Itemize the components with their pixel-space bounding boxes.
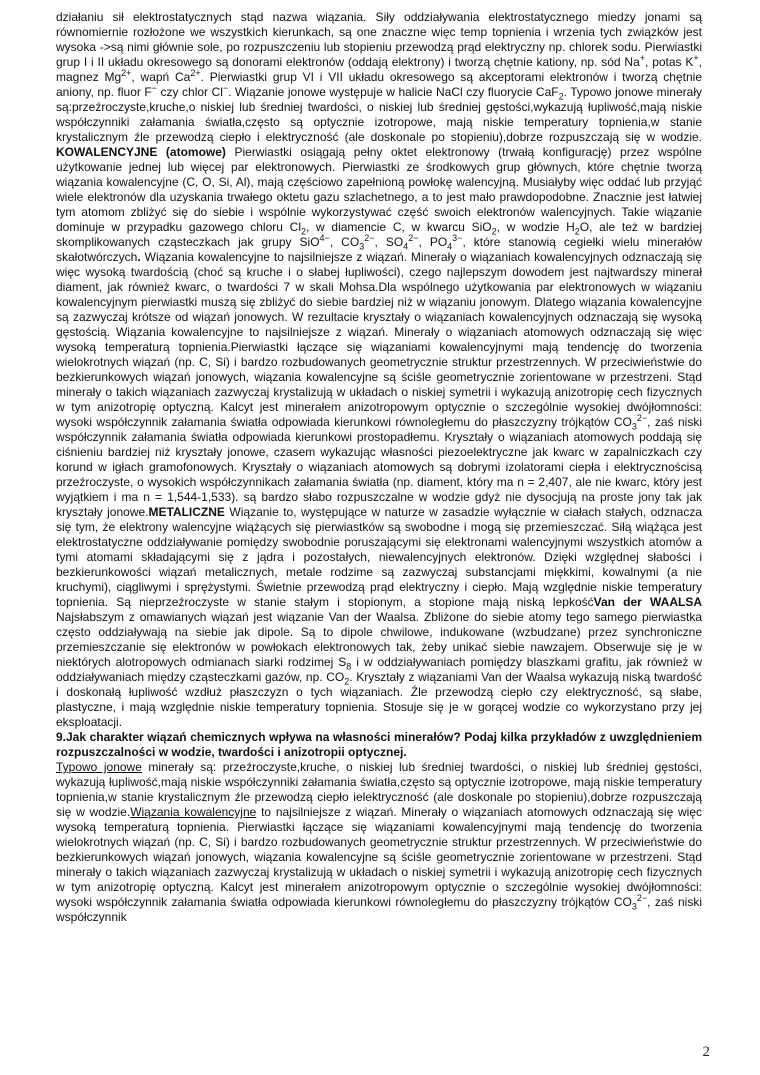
subscript: 2 [344,676,350,687]
heading-kowalencyjne: KOWALENCYJNE (atomowe) [56,145,226,159]
text-run: , magnez Mg [56,55,702,84]
superscript: 2− [636,413,648,423]
subscript: 2 [574,226,580,237]
underlined-term: Typowo jonowe [56,760,142,774]
paragraph-answer [56,760,702,925]
subscript: 2 [300,226,306,237]
text-run: . Pierwiastki grup VI i VII układu okresowego są akceptorami elektronów i tworzą chętnie aniony, np. fluor F [56,70,703,99]
superscript: 2− [364,233,375,243]
subscript: 8 [346,661,352,672]
text-run: . Typowo jonowe minerały są:przeźroczyste,kruche,o niskiej lub średniej twardości, o niskiej lub średniej gęstości,wykazują łupliwość,mają niskie współczynniki załamania światła,często są optycznie izotropowe, mają niskie temperatury topnienia,w stanie krystalicznym źle przewodzą ciepło i elektryczność (ale doskonale po stopieniu),dobrze rozpuszczają się w wodzie. [56,85,702,144]
text-run: , PO [418,235,448,249]
paragraph-bond-types [56,10,702,730]
subscript: 3 [631,901,637,912]
subscript: 2 [558,91,564,102]
text-run: , potas K [645,55,694,69]
text-run: . Kryształy z wiązaniami Van der Waalsa wykazują niską twardość i doskonałą łupliwość wzdłuż płaszczyzn o tych wiązaniach. Źle przewodzą ciepło czy elektryczność, są słabe, plastyczne, i mają względnie niskie temperatury topnienia. Stosuje się je w gorącej wodzie co wykorzystano przy jej eksploatacji. [56,670,702,729]
superscript: + [693,53,699,63]
text-run: działaniu sił elektrostatycznych stąd nazwa wiązania. Siły oddziaływania elektrostatycznego miedzy jonami są równomiernie rozłożone we wszystkich kierunkach, są one znaczne więc temp topnienia i wrzenia tych związków jest wysoka ->są nimi głównie sole, po rozpuszczeniu lub stopieniu przewodzą prąd elektryczny np. chlorek sodu. Pierwiastki grup I i II układu okresowego są donorami elektronów (oddają elektrony) i tworzą chętnie kationy, np. sód Na [56,10,702,69]
subscript: 2 [491,226,497,237]
text-run: O, ale też w bardziej skomplikowanych cząsteczkach jak grupy SiO [56,220,702,249]
superscript: 2+ [190,68,201,78]
text-run: . Wiązanie jonowe występuje w halicie NaCl czy fluorycie CaF [228,85,559,99]
text-run: Najsłabszym z omawianych wiązań jest wiązanie Van der Waalsa. Zbliżone do siebie atomy tego samego pierwiastka często oddziaływają na siebie jak dipole. Są to dipole chwilowe, indukowane (wzbudzane) przez synchroniczne przemieszczanie się elektronów w powłokach elektronowych tak, żeby unikać siebie nawzajem. Obserwuje się je w niektórych alotropowych odmianach siarki rodzimej S [56,610,702,669]
subscript: 3 [631,421,637,432]
superscript: 3− [452,233,463,243]
text-run: . [137,250,141,264]
superscript: 2+ [121,68,132,78]
text-run: , które stanowią cegiełki wielu minerałów skałotwórczych [56,235,703,264]
superscript: + [639,53,646,63]
text-run: minerały są: przeźroczyste,kruche, o niskiej lub średniej twardości, o niskiej lub średniej gęstości, wykazują łupliwość,mają niskie współczynniki załamania światła,często są optycznie izotropowe, mają niskie temperatury topnienia,w stanie krystalicznym źle przewodzą ciepło ielektryczność (ale doskonale po stopieniu),dobrze rozpuszczają się w wodzie. [56,760,702,819]
subscript: 3 [359,241,365,252]
text-run: Wiązania kowalencyjne to najsilniejsze z wiązań. Minerały o wiązaniach kowalencyjnych odznaczają się więc wysoką twardością (choć są kruche i o słabej łupliwości), czego najlepszym dowodem jest najtwardszy minerał diament, jak również kwarc, o twardości 7 w skali Mohsa.Dla wspólnego użytkowania par elektronowych w wiązaniu kowalencyjnym pierwiastki muszą się zbliżyć do siebie bardziej niż w wiązaniu jonowym. Dlatego wiązania kowalencyjne są zazwyczaj krótsze od wiązań jonowych. W rezultacie kryształy o wiązaniach kowalencyjnych odznaczają się wysoką gęstością. Wiązania kowalencyjne to najsilniejsze z wiązań. Minerały o wiązaniach atomowych odznaczają się więc wysoką temperaturą topnienia.Pierwiastki łączące się wiązaniami kowalencyjnymi mają tendencję do tworzenia wielokrotnych wiązań (np. C, Si) i bardzo rozbudowanych geometrycznie struktur przestrzennych. W przeciwieństwie do bezkierunkowych wiązań jonowych, wiązania kowalencyjne są ściśle geometrycznie zorientowane w przestrzeni. Stąd minerały o takich wiązaniach zazwyczaj krystalizują w układach o niskiej symetrii i wykazują anizotropię cech fizycznych w tym anizotropię optyczną. Kalcyt jest minerałem anizotropowym optycznie o szczególnie wysokiej dwójłomności: wysoki współczynnik załamania światła odpowiada kierunkowi równoległemu do płaszczyzny trójkątów CO [56,250,702,429]
text-run: , wapń Ca [131,70,191,84]
text-run: , w diamencie C, w kwarcu SiO [306,220,492,234]
superscript: − [151,83,157,93]
heading-metaliczne: METALICZNE [148,505,225,519]
underlined-term: Wiązania kowalencyjne [130,805,257,819]
page-content [56,10,702,925]
superscript: − [222,83,229,93]
text-run: , CO [329,235,360,249]
text-run: i w oddziaływaniach pomiędzy blaszkami grafitu, jak również w oddziaływaniach między cząsteczkami gazów, np. CO [56,655,703,684]
text-run: , SO [374,235,404,249]
text-run: , zaś niski współczynnik załamania światła odpowiada kierunkowi prostopadłemu. Kryształy o wiązaniach atomowych poddają się ciśnieniu bardziej niż kryształy jonowe, czasem wykazując własności piezoelektryczne jak kwarc w zapalniczkach czy korund w igłach gramofonowych. Kryształy o wiązaniach atomowych są dobrymi izolatorami ciepła i elektrycznościsą przeźroczyste, o wysokich współczynnikach załamania światła (np. diament, który ma n = 2,407, ale nie kwarc, który jest wyjątkiem i ma n = 1,544-1,533). są bardzo słabo rozpuszczalne w wodzie gdyż nie dysocjują na proste jony tak jak kryształy jonowe. [56,415,702,519]
subscript: 4 [447,241,453,252]
page-number: 2 [702,1044,710,1060]
text-run: Wiązanie to, występujące w naturze w zasadzie wyłącznie w ciałach stałych, odznacza się tym, że elektrony walencyjne wiążących się pierwiastków są swobodne i mogą się przemieszczać. Siłą wiążąca jest elektrostatyczne oddziaływanie pomiędzy swobodnie poruszającymi się elektronami walencyjnymi wszystkich atomów a tymi atomami składającymi się z jądra i pozostałych, niewalencyjnych elektronów. Dzięki względnej słabości i bezkierunkowości wiązań metalicznych, metale rodzime są zazwyczaj substancjami miękkimi, kowalnymi (a nie kruchymi), ciągliwymi i sprężystymi. Świetnie przewodzą prąd elektryczny i ciepło. Mają względnie niskie temperatury topnienia. Są nieprzeźroczyste w stanie stałym i stopionym, a stopione mają niską lepkość [56,505,702,609]
text-run: to najsilniejsze z wiązań. Minerały o wiązaniach atomowych odznaczają się więc wysoką temperaturą topnienia. Pierwiastki łączące się wiązaniami kowalencyjnymi mają tendencję do tworzenia wielokrotnych wiązań (np. C, Si) i bardzo rozbudowanych geometrycznie struktur przestrzennych. W przeciwieństwie do bezkierunkowych wiązań jonowych, wiązania kowalencyjne są ściśle geometrycznie zorientowane w przestrzeni. Stąd minerały o takich wiązaniach zazwyczaj krystalizują w układach o niskiej symetrii i wykazują anizotropię cech fizycznych w tym anizotropię optyczną. Kalcyt jest minerałem anizotropowym optycznie o szczególnie wysokiej dwójłomności: wysoki współczynnik załamania światła odpowiada kierunkowi równoległemu do płaszczyzny trójkątów CO [56,805,702,909]
superscript: 4− [319,233,330,243]
text-run: czy chlor Cl [156,85,223,99]
text-run: , w wodzie H [496,220,575,234]
superscript: 2− [636,893,648,903]
text-run: Pierwiastki osiągają pełny oktet elektronowy (trwałą konfigurację) przez wspólne użytkowanie jednej lub więcej par elektronowych. Pierwiastki ze środkowych grup głównych, które chętnie tworzą wiązania kowalencyjne (C, O, Si, Al), mają częściowo zapełnioną powłokę walencyjną. Musiałyby więc oddać lub przyjąć wiele elektronów dla uzyskania trwałego oktetu gazu szlachetnego, a to jest mało prawdopodobne. Znacznie jest łatwiej tym atomom zbliżyć się do siebie i wspólnie wykorzystywać część swoich elektronów walencyjnych. Takie wiązanie dominuje w przypadku gazowego chloru Cl [56,145,702,234]
question-9: 9.Jak charakter wiązań chemicznych wpływa na własności minerałów? Podaj kilka przykładów z uwzględnieniem rozpuszczalności w wodzie, twardości i anizotropii optycznej. [56,730,702,759]
superscript: 2− [408,233,419,243]
subscript: 4 [403,241,409,252]
text-run: , zaś niski współczynnik [56,895,702,924]
heading-van-der-waalsa: Van der WAALSA [593,595,702,609]
